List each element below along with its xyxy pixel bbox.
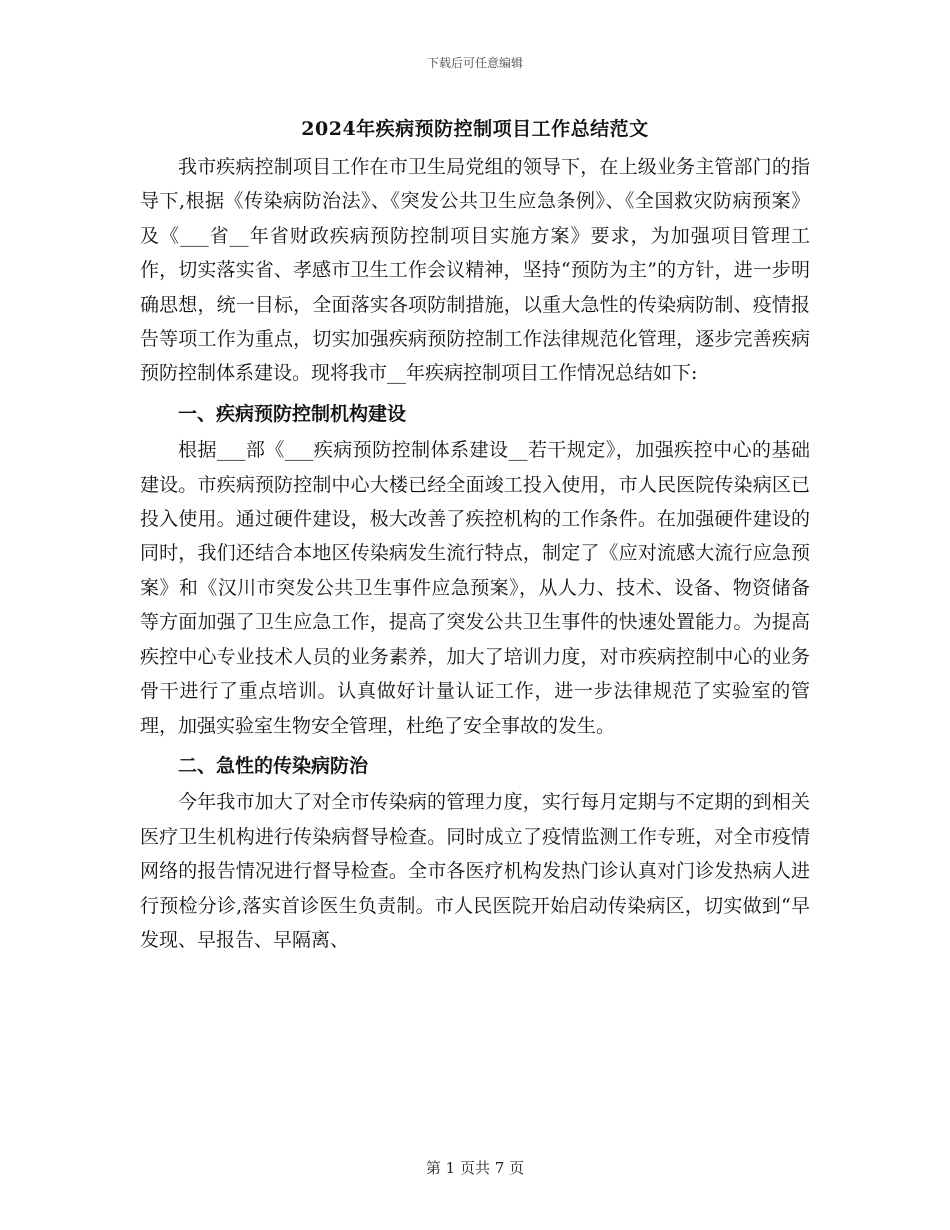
section-2-heading: 二、急性的传染病防治 [178, 754, 369, 777]
document-body [140, 150, 810, 957]
page-header-note: 下载后可任意编辑 [426, 56, 523, 70]
section-1-paragraph: 根据___部《___疾病预防控制体系建设__若干规定》，加强疾控中心的基础建设。市疾病预防控制中心大楼已经全面竣工投入使用，市人民医院传染病区已投入使用。通过硬件建设，极大改善了疾控机构的工作条件。在加强硬件建设的同时，我们还结合本地区传染病发生流行特点，制定了《应对流感大流行应急预案》和《汉川市突发公共卫生事件应急预案》，从人力、技术、设备、物资储备等方面加强了卫生应急工作，提高了突发公共卫生事件的快速处置能力。为提高疾控中心专业技术人员的业务素养，加大了培训力度，对市疾病控制中心的业务骨干进行了重点培训。认真做好计量认证工作，进一步法律规范了实验室的管理，加强实验室生物安全管理，杜绝了安全事故的发生。 [140, 439, 810, 737]
document-title: 2024年疾病预防控制项目工作总结范文 [301, 118, 649, 140]
section-1-heading: 一、疾病预防控制机构建设 [178, 402, 407, 425]
page-footer-number: 第 1 页共 7 页 [425, 1159, 525, 1177]
intro-paragraph: 我市疾病控制项目工作在市卫生局党组的领导下，在上级业务主管部门的指导下,根据《传染病防治法》、《突发公共卫生应急条例》、《全国救灾防病预案》及《___省__年省财政疾病预防控制项目实施方案》要求，为加强项目管理工作，切实落实省、孝感市卫生工作会议精神，坚持“预防为主”的方针，进一步明确思想，统一目标，全面落实各项防制措施，以重大急性的传染病防制、疫情报告等项工作为重点，切实加强疾病预防控制工作法律规范化管理，逐步完善疾病预防控制体系建设。现将我市__年疾病控制项目工作情况总结如下: [140, 156, 810, 385]
section-2-paragraph: 今年我市加大了对全市传染病的管理力度，实行每月定期与不定期的到相关医疗卫生机构进行传染病督导检查。同时成立了疫情监测工作专班，对全市疫情网络的报告情况进行督导检查。全市各医疗机构发热门诊认真对门诊发热病人进行预检分诊,落实首诊医生负责制。市人民医院开始启动传染病区，切实做到“早发现、早报告、早隔离、 [140, 791, 810, 951]
